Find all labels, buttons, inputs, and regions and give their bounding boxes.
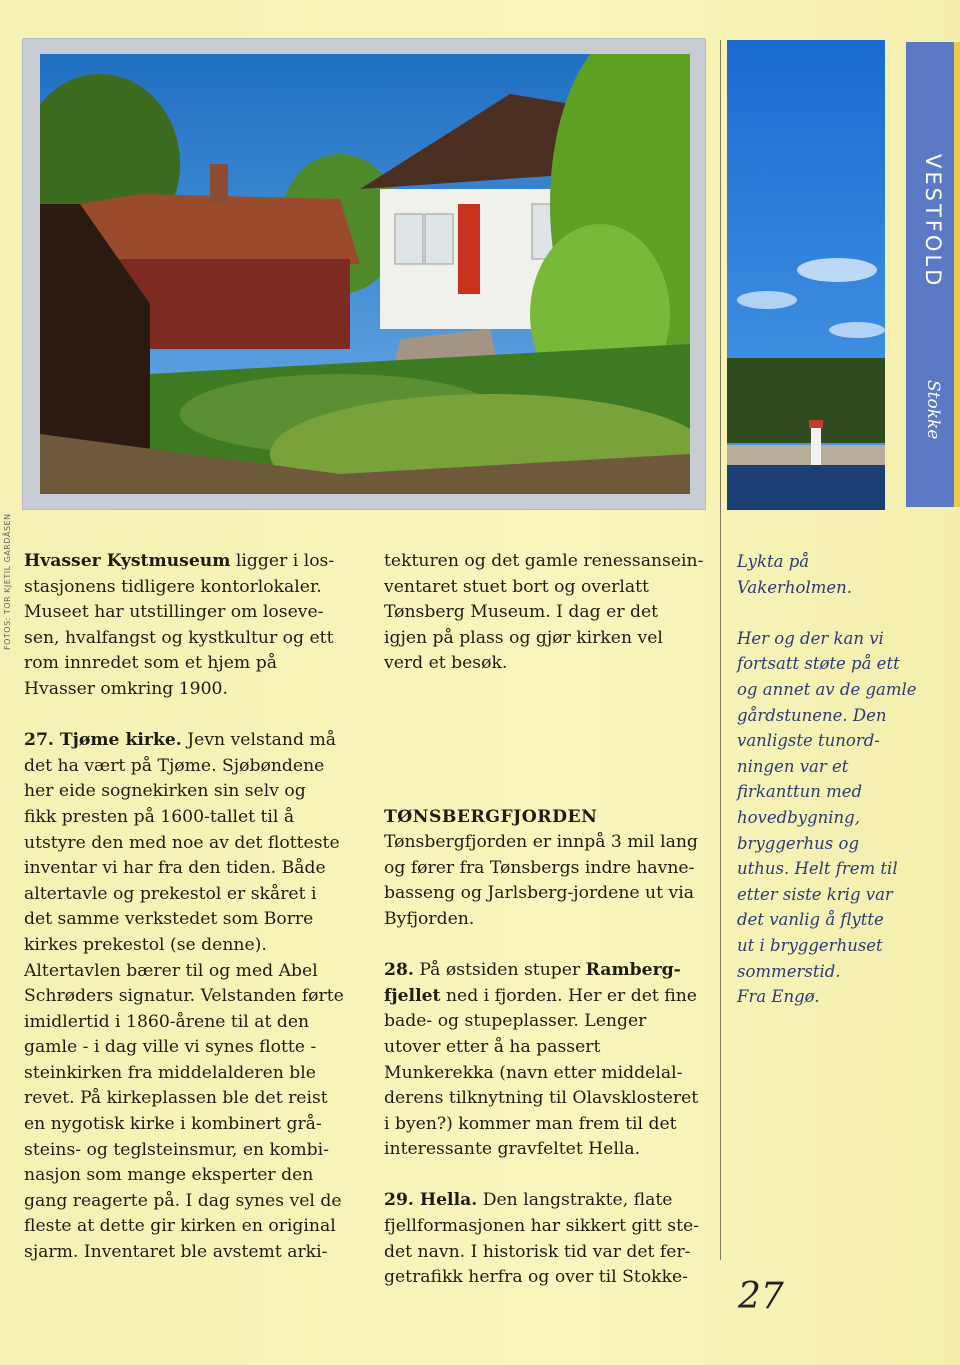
paragraph-rambergfjellet: 28. På østsiden stuper Ramberg- fjellet ned i fjorden. Her er det fine bade- og stupeplasser. Lenger utover etter å ha passert Munkerekka (navn etter middelal- derens tilknytning til Olavsklosteret i byen?) kommer man frem til det interessante gravfeltet Hella.	[384, 960, 699, 1160]
region-name: VESTFOLD	[921, 154, 945, 289]
column-divider	[720, 40, 721, 1260]
tab-edge	[954, 42, 960, 507]
page-number: 27	[738, 1276, 784, 1317]
text-column-1	[24, 549, 364, 1291]
farmhouse-photo	[40, 54, 690, 494]
section-gap	[384, 703, 714, 805]
section-heading: TØNSBERGFJORDEN	[384, 806, 598, 827]
photo-frame	[22, 38, 706, 510]
caption-lighthouse: Lykta på Vakerholmen.	[737, 552, 853, 597]
town-name: Stokke	[923, 380, 943, 440]
paragraph-continuation: tekturen og det gamle renessansein- ventaret stuet bort og overlatt Tønsberg Museum. I dag er det igjen på plass og gjør kirken vel verd et besøk.	[384, 551, 704, 674]
bold-lead: Hvasser Kystmuseum	[24, 551, 231, 571]
photo-credit: FOTOS: TOR KJETIL GARDÅSEN	[3, 513, 12, 650]
bold-lead: 28.	[384, 960, 414, 981]
section-tonsbergfjorden: TØNSBERGFJORDEN Tønsbergfjorden er innpå 3 mil lang og fører fra Tønsbergs indre havne- basseng og Jarlsberg-jordene ut via Byfjorden.	[384, 806, 698, 929]
photo-caption	[737, 549, 937, 1035]
paragraph-tjome-kirke: 27. Tjøme kirke. Jevn velstand må det ha vært på Tjøme. Sjøbøndene her eide sognekirken sin selv og fikk presten på 1600-tallet til å utstyre den med noe av det flotteste inventar vi har fra den tiden. Både altertavle og prekestol er skåret i det samme verkstedet som Borre kirkes prekestol (se denne). Altertavlen bærer til og med Abel Schrøders signatur. Velstanden førte imidlertid i 1860-årene til at den gamle - i dag ville vi synes flotte - steinkirken fra middelalderen ble revet. På kirkeplassen ble det reist en nygotisk kirke i kombinert grå- steins- og teglsteinsmur, en kombi- nasjon som mange eksperter den gang reagerte på. I dag synes vel de fleste at dette gir kirken en original sjarm. Inventaret ble avstemt arki-	[24, 730, 344, 1263]
caption-farmyard: Her og der kan vi fortsatt støte på ett og annet av de gamle gårdstunene. Den vanligste tunord- ningen var et firkanttun med hovedbygning, bryggerhus og uthus. Helt frem til etter siste krig var det vanlig å flytte ut i bryggerhuset sommerstid. Fra Engø.	[737, 628, 917, 1007]
bold-lead: 29. Hella.	[384, 1190, 478, 1211]
bold-lead: 27. Tjøme kirke.	[24, 730, 182, 751]
text-column-2	[384, 549, 714, 1316]
region-tab	[906, 42, 960, 507]
lighthouse-photo	[727, 40, 885, 510]
paragraph-hvasser: Hvasser Kystmuseum ligger i los- stasjonens tidligere kontorlokaler. Museet har utstillinger om loseve- sen, hvalfangst og kystkultur og ett rom innredet som et hjem på Hvasser omkring 1900.	[24, 551, 335, 699]
paragraph-hella: 29. Hella. Den langstrakte, flate fjellformasjonen har sikkert gitt ste- det navn. I historisk tid var det fer- getrafikk herfra og over til Stokke-	[384, 1190, 699, 1288]
